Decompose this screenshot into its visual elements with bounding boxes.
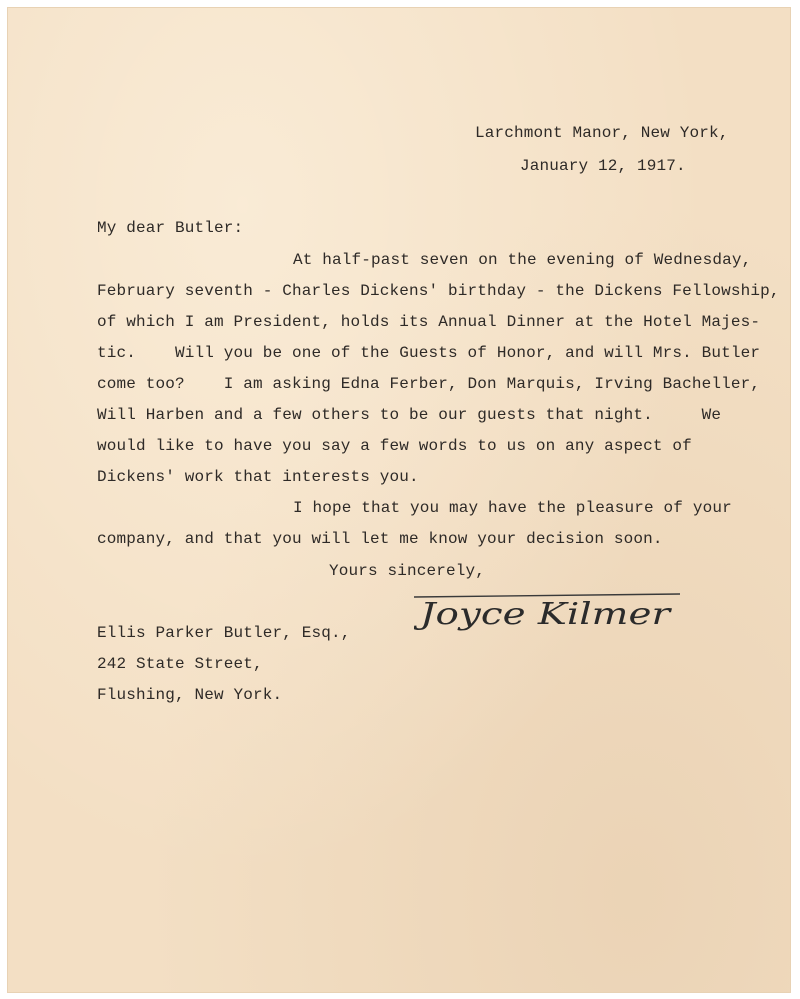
body-line: come too? I am asking Edna Ferber, Don Marquis, Irving Bacheller, <box>97 375 761 393</box>
letter-date: January 12, 1917. <box>520 157 686 175</box>
body-line: of which I am President, holds its Annual Dinner at the Hotel Majes- <box>97 313 761 331</box>
signature-text: Joyce Kilmer <box>414 597 673 632</box>
signature-drawing <box>414 592 684 634</box>
handwritten-signature <box>414 592 684 634</box>
recipient-street: 242 State Street, <box>97 655 263 673</box>
body-line: At half-past seven on the evening of Wednesday, <box>293 251 752 269</box>
body-line: company, and that you will let me know your decision soon. <box>97 530 663 548</box>
closing: Yours sincerely, <box>329 562 486 580</box>
salutation: My dear Butler: <box>97 219 244 237</box>
sender-address: Larchmont Manor, New York, <box>475 124 729 142</box>
recipient-city: Flushing, New York. <box>97 686 283 704</box>
body-line: February seventh - Charles Dickens' birthday - the Dickens Fellowship, <box>97 282 780 300</box>
body-line: Dickens' work that interests you. <box>97 468 419 486</box>
body-line: would like to have you say a few words to us on any aspect of <box>97 437 692 455</box>
body-line: Will Harben and a few others to be our guests that night. We <box>97 406 722 424</box>
body-line: I hope that you may have the pleasure of your <box>293 499 732 517</box>
recipient-name: Ellis Parker Butler, Esq., <box>97 624 351 642</box>
body-line: tic. Will you be one of the Guests of Honor, and will Mrs. Butler <box>97 344 761 362</box>
letter-paper <box>8 8 790 992</box>
